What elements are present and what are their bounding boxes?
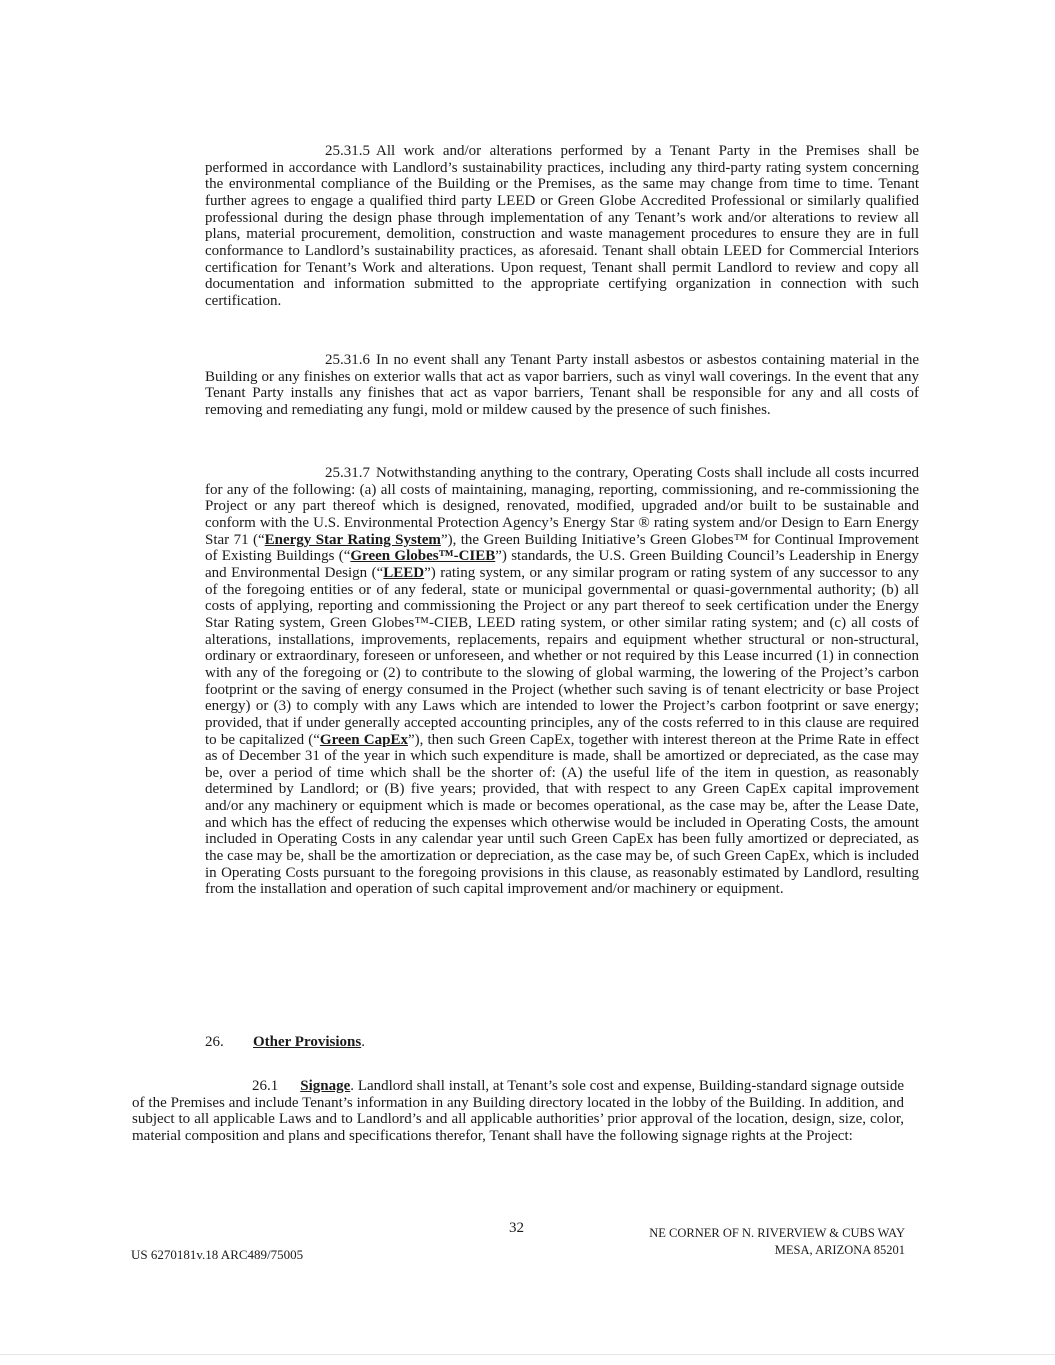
defined-term: Green Globes™-CIEB — [350, 548, 496, 565]
paragraph-text: ”) rating system, or any similar program or rating system of any successor to any of the foregoing entities or of any federal, state or municipal governmental or quasi-governmental authority; (b) all costs of applying, reporting and commissioning the Project or any part thereof to seek certification under the Energy Star Rating system, Green Globes™-CIEB, LEED rating system, or other similar rating system; and (c) all costs of alterations, installations, improvements, replacements, repairs and equipment whether structural or non-structural, ordinary or extraordinary, foreseen or unforeseen, and whether or not required by this Lease incurred (1) in connection with any of the foregoing or (2) to contribute to the slowing of global warming, the lowering of the Project’s carbon footprint or the saving of energy consumed in the Project (whether such saving is of tenant electricity or base Project energy) or (3) to comply with any Laws which are intended to lower the Project’s carbon footprint or save energy; provided, that if under generally accepted accounting principles, any of the costs referred to in this clause are required to be capitalized (“ — [205, 564, 920, 748]
paragraph-text: . Landlord shall install, at Tenant’s sole cost and expense, Building-standard signage outside of the Premises and include Tenant’s information in any Building directory located in the lobby of the Building. In addition, and subject to all applicable Laws and to Landlord’s and all applicable authorities’ prior approval of the location, design, size, color, material composition and plans and specifications therefor, Tenant shall have the following signage rights at the Project: — [132, 1078, 904, 1144]
section-title: Other Provisions — [253, 1034, 362, 1050]
defined-term: Green CapEx — [319, 731, 408, 748]
property-address — [649, 1225, 905, 1259]
document-id: US 6270181v.18 ARC489/75005 — [131, 1247, 304, 1262]
paragraph-text: ”), then such Green CapEx, together with interest thereon at the Prime Rate in effect as of December 31 of the year in which such expenditure is made, shall be amortized or depreciated, as the case may be, over a period of time which shall be the shorter of: (A) the useful life of the item in question, as reasonably determined by Landlord; or (B) five years; provided, that with respect to any Green CapEx capital improvement and/or any machinery or equipment which is made or becomes operational, as the case may be, after the Lease Date, and which has the effect of reducing the expenses which otherwise would be included in Operating Costs, the amount included in Operating Costs in any calendar year until such Green CapEx has been fully amortized or depreciated, as the case may be, shall be the amortization or depreciation, as the case may be, of such Green CapEx, which is included in Operating Costs pursuant to the foregoing provisions in this clause, as reasonably estimated by Landlord, resulting from the installation and operation of such capital improvement and/or machinery or equipment. — [205, 731, 919, 898]
paragraph-text: In no event shall any Tenant Party install asbestos or asbestos containing material in the Building or any finishes on exterior walls that act as vapor barriers, such as vinyl wall coverings. In the event that any Tenant Party installs any finishes that act as vapor barriers, Tenant shall be responsible for any and all costs of removing and remediating any fungi, mold or mildew caused by the presence of such finishes. — [205, 352, 919, 418]
section-number: 26. — [205, 1034, 224, 1050]
page-number: 32 — [509, 1220, 524, 1236]
section-number: 26.1 — [252, 1078, 279, 1094]
paragraph-text: ”) standards, the U.S. Green Building Council’s Leadership in Energy and Environmental Design (“ — [205, 548, 919, 581]
paragraph-26-1 — [132, 1078, 904, 1145]
paragraph-text: ”), the Green Building Initiative’s Green Globes™ for Continual Improvement of Existing Buildings (“ — [205, 531, 919, 565]
section-number: 25.31.5 — [325, 143, 370, 159]
address-line-1: NE CORNER OF N. RIVERVIEW & CUBS WAY — [649, 1226, 905, 1240]
address-line-2: MESA, ARIZONA 85201 — [774, 1243, 905, 1257]
section-title: Signage — [300, 1078, 351, 1094]
paragraph-text: Notwithstanding anything to the contrary, Operating Costs shall include all costs incurred for any of the following: (a) all costs of maintaining, managing, reporting, commissioning, and re-commissioning the Project or any part thereof which is designed, renovated, modified, upgraded and/or built to be sustainable and conform with the U.S. Environmental Protection Agency’s Energy Star ® rating system and/or Design to Earn Energy Star 71 (“ — [205, 465, 919, 548]
paragraph-25-31-5 — [205, 143, 919, 310]
defined-term: LEED — [383, 564, 425, 581]
section-number: 25.31.6 — [325, 352, 370, 368]
defined-term: Energy Star Rating System — [264, 531, 441, 548]
scan-edge-divider — [0, 1354, 1055, 1355]
section-heading-26 — [205, 1034, 365, 1051]
section-title-period: . — [361, 1034, 365, 1050]
paragraph-25-31-6 — [205, 352, 919, 419]
paragraph-25-31-7 — [205, 465, 919, 898]
section-number: 25.31.7 — [325, 465, 370, 481]
paragraph-text: All work and/or alterations performed by a Tenant Party in the Premises shall be performed in accordance with Landlord’s sustainability practices, including any third-party rating system concerning the environmental compliance of the Building or the Premises, as the same may change from time to time. Tenant further agrees to engage a qualified third party LEED or Green Globe Accredited Professional or similarly qualified professional during the design phase through implementation of any Tenant’s work and/or alterations to review all plans, material procurement, demolition, construction and waste management procedures to ensure they are in full conformance to Landlord’s sustainability practices, as aforesaid. Tenant shall obtain LEED for Commercial Interiors certification for Tenant’s Work and alterations. Upon request, Tenant shall permit Landlord to review and copy all documentation and information submitted to the appropriate certifying organization in connection with such certification. — [205, 143, 919, 309]
